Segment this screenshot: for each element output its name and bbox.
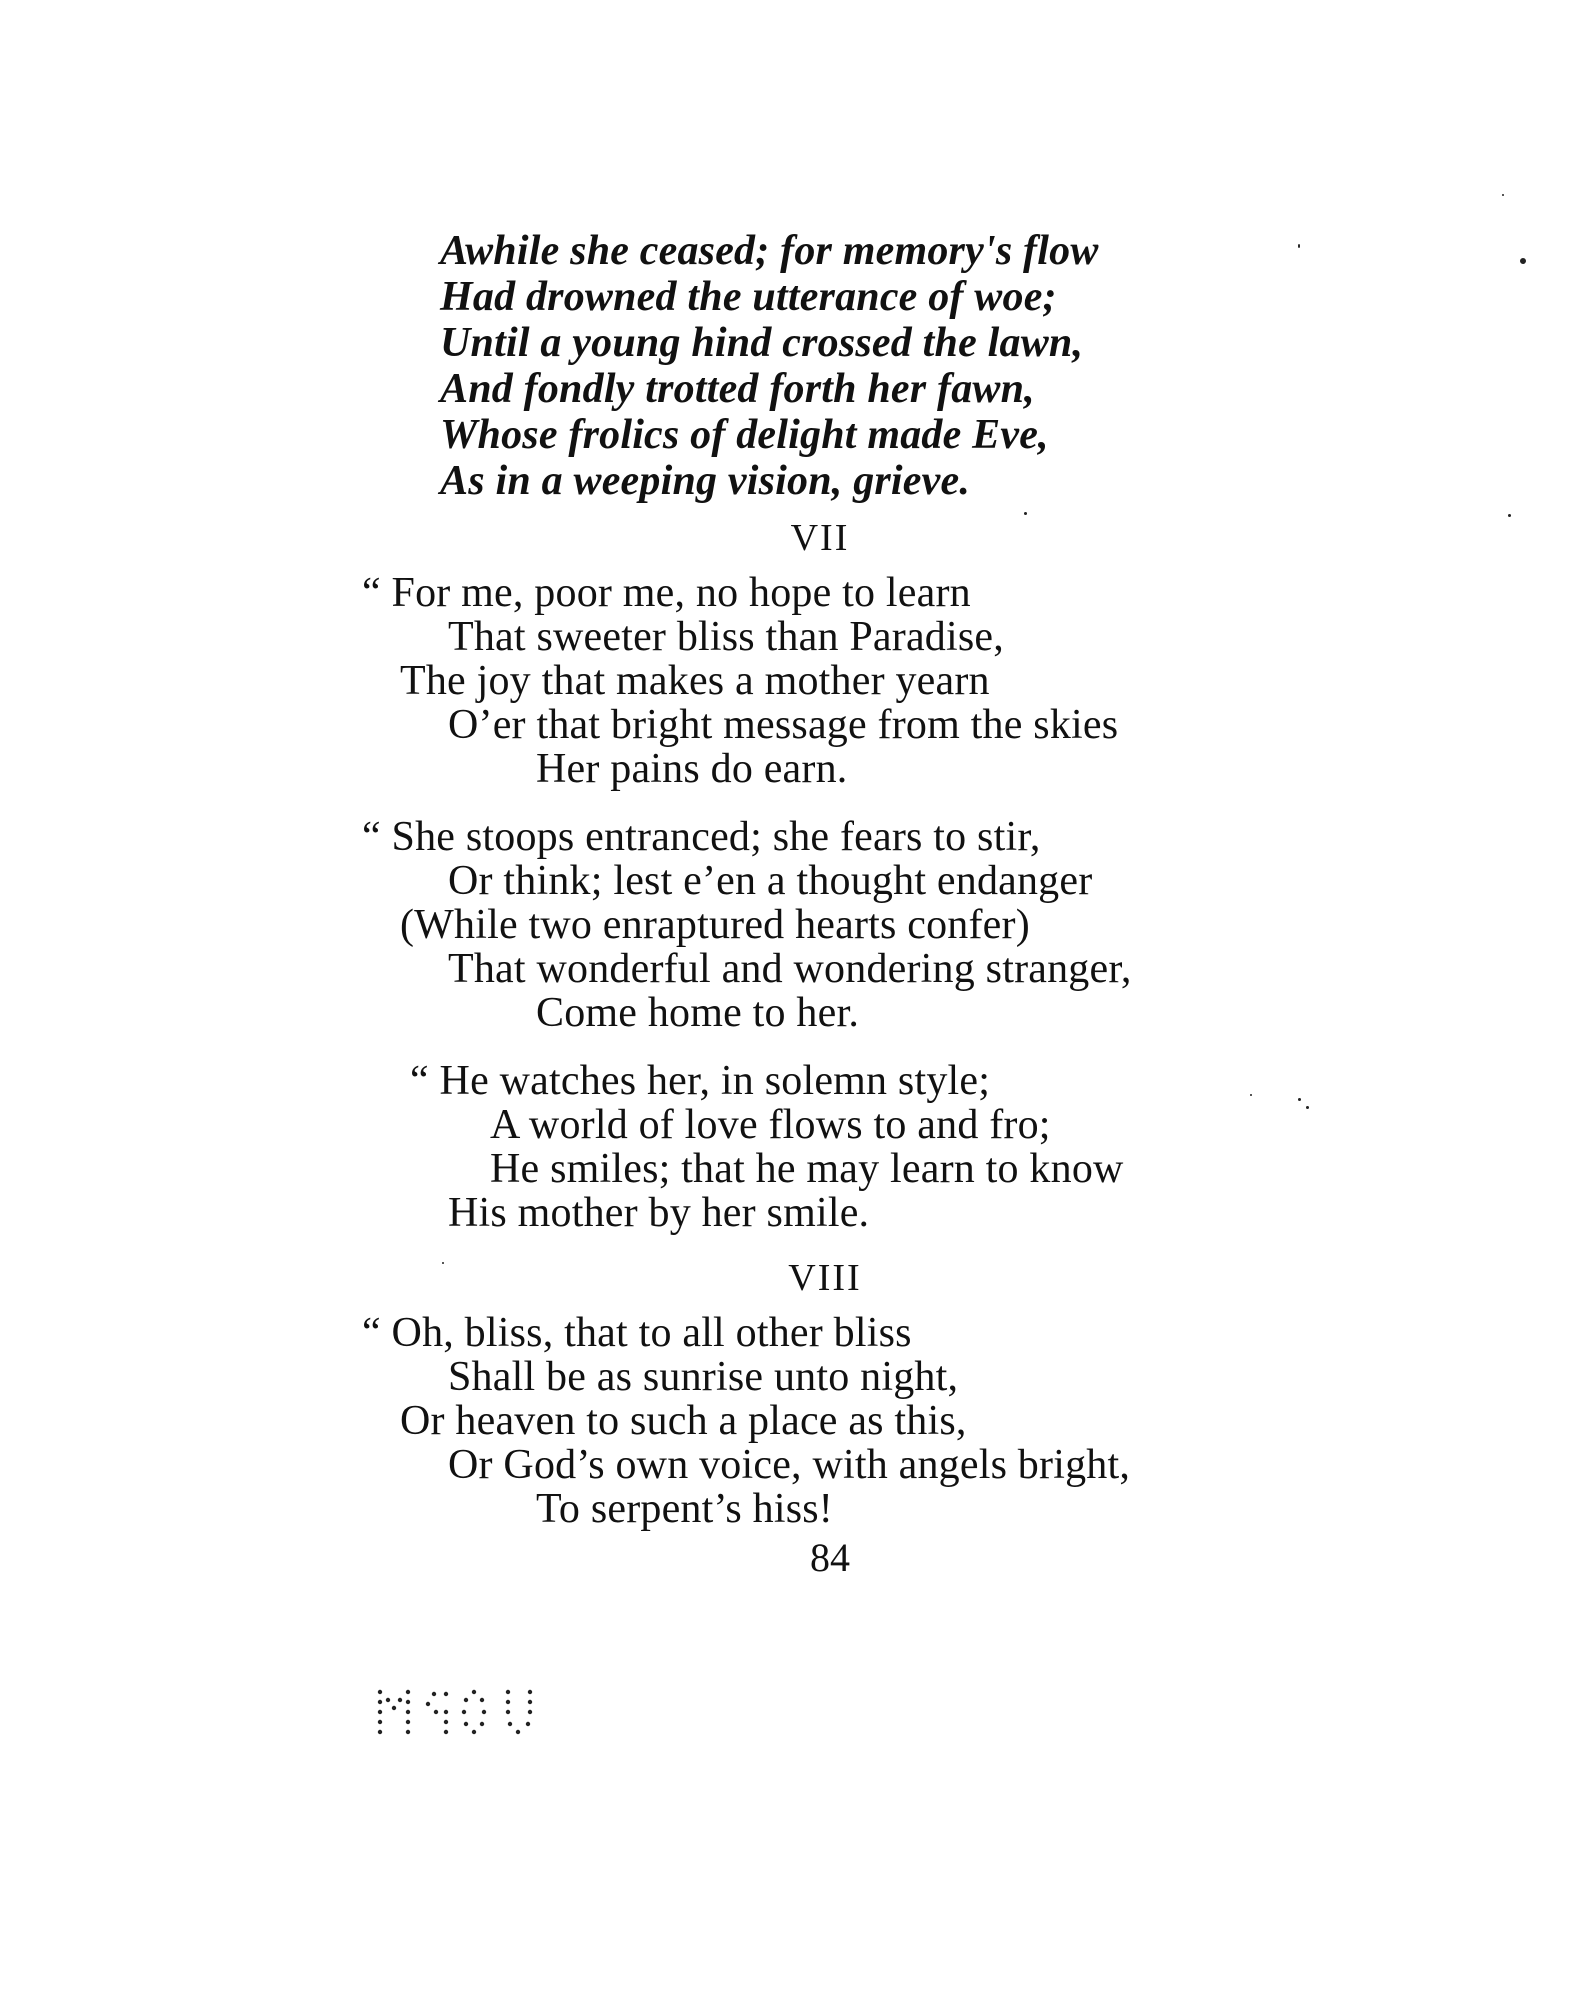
poem-line: Come home to her.: [536, 990, 860, 1036]
poem-line: Or heaven to such a place as this,: [400, 1398, 967, 1444]
poem-line: Shall be as sunrise unto night,: [448, 1354, 959, 1400]
section-heading: VIII: [788, 1257, 862, 1299]
poem-line: Or think; lest e’en a thought endanger: [448, 858, 1093, 904]
poem-line: “ He watches her, in solemn style;: [410, 1058, 991, 1104]
poem-line: “ She stoops entranced; she fears to stir,: [362, 814, 1041, 860]
poem-line: That wonderful and wondering stranger,: [448, 946, 1132, 992]
page-number: 84: [810, 1535, 850, 1580]
poem-line: Her pains do earn.: [536, 746, 848, 792]
section-heading: VII: [790, 517, 850, 559]
scan-speck: [1250, 1094, 1252, 1096]
scan-speck: [1024, 512, 1027, 515]
poem-line: Until a young hind crossed the lawn,: [440, 320, 1084, 366]
poem-line: Had drowned the utterance of woe;: [440, 274, 1057, 320]
poem-line: And fondly trotted forth her fawn,: [440, 366, 1035, 412]
poem-line: His mother by her smile.: [448, 1190, 870, 1236]
poem-line: A world of love flows to and fro;: [490, 1102, 1051, 1148]
poem-line: The joy that makes a mother yearn: [400, 658, 990, 704]
scan-speck: [1298, 1098, 1301, 1101]
poem-line: Whose frolics of delight made Eve,: [440, 412, 1049, 458]
poem-line: O’er that bright message from the skies: [448, 702, 1119, 748]
scan-speck: [1306, 1106, 1309, 1109]
poem-line: To serpent’s hiss!: [536, 1486, 833, 1532]
poem-line: As in a weeping vision, grieve.: [440, 458, 971, 504]
scan-speck: [1298, 244, 1300, 248]
poem-line: That sweeter bliss than Paradise,: [448, 614, 1004, 660]
poem-line: “ Oh, bliss, that to all other bliss: [362, 1310, 912, 1356]
poem-line: “ For me, poor me, no hope to learn: [362, 570, 971, 616]
poem-line: Or God’s own voice, with angels bright,: [448, 1442, 1131, 1488]
scan-speck: [1502, 194, 1504, 196]
scan-speck: [1520, 258, 1526, 264]
scan-speck: [1508, 514, 1511, 517]
perforation-stamp-icon: [376, 1686, 576, 1742]
poem-line: Awhile she ceased; for memory's flow: [440, 228, 1099, 274]
scan-speck: [442, 1262, 444, 1264]
poem-line: He smiles; that he may learn to know: [490, 1146, 1124, 1192]
poem-line: (While two enraptured hearts confer): [400, 902, 1030, 948]
